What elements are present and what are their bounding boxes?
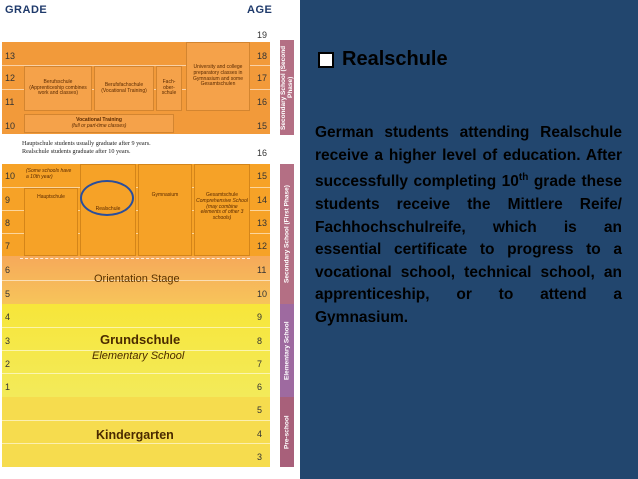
preschool-side-text: Pre-school	[283, 415, 291, 449]
note-hauptschule: Hauptschule students usually graduate after 9 years.	[22, 140, 151, 147]
berufsfachschule-label: Berufsfachschule (Vocational Training)	[101, 81, 147, 94]
gesamtschule-note: Comprehensive School (may combine elements of other 3 schools)	[196, 197, 248, 221]
grade-9: 9	[5, 195, 11, 205]
elementary-side-text: Elementary School	[283, 321, 291, 380]
university-prep-box	[186, 42, 250, 111]
age-16b: 16	[257, 148, 268, 158]
dashed-divider	[20, 258, 250, 259]
age-7: 7	[257, 359, 263, 369]
fachoberschule-box	[156, 66, 182, 111]
grade-2: 2	[5, 359, 11, 369]
age-11: 11	[257, 265, 267, 275]
body-text-part1: German students attending Realschule receive a higher level of education. After successfully completing 10	[315, 124, 622, 191]
grade-10: 10	[5, 121, 16, 131]
row-divider	[0, 327, 280, 328]
hauptschule-label: Hauptschule	[37, 194, 65, 200]
berufsschule-box	[24, 66, 92, 111]
grade-6: 6	[5, 265, 11, 275]
grade-4: 4	[5, 312, 11, 322]
realschule-highlight-ellipse	[80, 180, 134, 216]
age-8: 8	[257, 336, 263, 346]
row-divider	[0, 443, 280, 444]
secondary-first-phase-text: Secondary School (First Phase)	[283, 185, 291, 283]
gymnasium-label: Gymnasium	[151, 192, 179, 198]
row-divider	[0, 420, 280, 421]
grade-header: GRADE	[5, 4, 48, 16]
secondary-first-phase-label	[280, 164, 294, 304]
grade-13: 13	[5, 51, 16, 61]
berufsschule-label: Berufsschule (Apprenticeship combines work and classes)	[29, 78, 87, 97]
age-19: 19	[257, 30, 268, 40]
body-text-superscript: th	[518, 172, 529, 184]
education-system-diagram	[0, 0, 300, 479]
age-13: 13	[257, 218, 268, 228]
slide-title: Realschule	[342, 48, 448, 70]
some-schools-note: (Some schools have a 10th year)	[26, 168, 72, 180]
grundschule-label: Grundschule	[100, 332, 181, 347]
university-prep-label: University and college preparatory classes in Gymnasium and some Gesamtschulen	[192, 64, 244, 88]
grade-3: 3	[5, 336, 11, 346]
grade-5: 5	[5, 289, 11, 299]
slide-body-text	[315, 122, 622, 330]
grade-7: 7	[5, 241, 11, 251]
grade-11: 11	[5, 97, 15, 107]
age-15: 15	[257, 121, 268, 131]
grade-8: 8	[5, 218, 11, 228]
realschule-label: Realschule	[95, 205, 121, 212]
elementary-school-label: Elementary School	[92, 350, 185, 362]
vocational-training-label: Vocational Training	[76, 116, 122, 123]
vocational-training-box	[24, 114, 174, 133]
age-10: 10	[257, 289, 268, 299]
age-12: 12	[257, 241, 268, 251]
berufsfachschule-box	[94, 66, 154, 111]
age-4: 4	[257, 429, 263, 439]
age-5: 5	[257, 405, 263, 415]
graduation-note	[22, 140, 192, 156]
grade-10b: 10	[5, 171, 16, 181]
gymnasium-box	[138, 164, 192, 256]
age-16: 16	[257, 97, 268, 107]
hauptschule-box	[24, 188, 78, 256]
row-divider	[0, 373, 280, 374]
slide-content-panel	[300, 0, 638, 479]
grade-1: 1	[5, 382, 11, 392]
checkbox-bullet-icon	[318, 52, 334, 68]
age-3: 3	[257, 452, 263, 462]
age-6: 6	[257, 382, 263, 392]
gesamtschule-label: Gesamtschule	[206, 192, 238, 198]
fachoberschule-label: Fach-ober-schule	[161, 78, 177, 97]
title-row	[318, 48, 448, 71]
orientation-stage-label: Orientation Stage	[94, 273, 180, 285]
secondary-second-phase-text: Secondary School (Second Phase)	[280, 45, 294, 130]
age-9: 9	[257, 312, 263, 322]
elementary-side-label	[280, 304, 294, 397]
secondary-second-phase-label	[280, 40, 294, 135]
age-18: 18	[257, 51, 268, 61]
body-text-part2: grade these students receive the Mittlere Reife/ Fachhochschulreife, which is an essential certificate to progress to a vocational school, technical school, an apprenticeship, or to attend a Gymnasium.	[315, 173, 622, 326]
preschool-side-label	[280, 397, 294, 467]
age-15b: 15	[257, 171, 268, 181]
gesamtschule-box	[194, 164, 250, 256]
kindergarten-label: Kindergarten	[96, 428, 174, 442]
note-realschule: Realschule students graduate after 10 years.	[22, 147, 131, 155]
age-header: AGE	[247, 4, 273, 16]
age-17: 17	[257, 73, 268, 83]
grade-12: 12	[5, 73, 16, 83]
age-14: 14	[257, 195, 268, 205]
vocational-training-note: (full or part-time classes)	[71, 122, 127, 129]
